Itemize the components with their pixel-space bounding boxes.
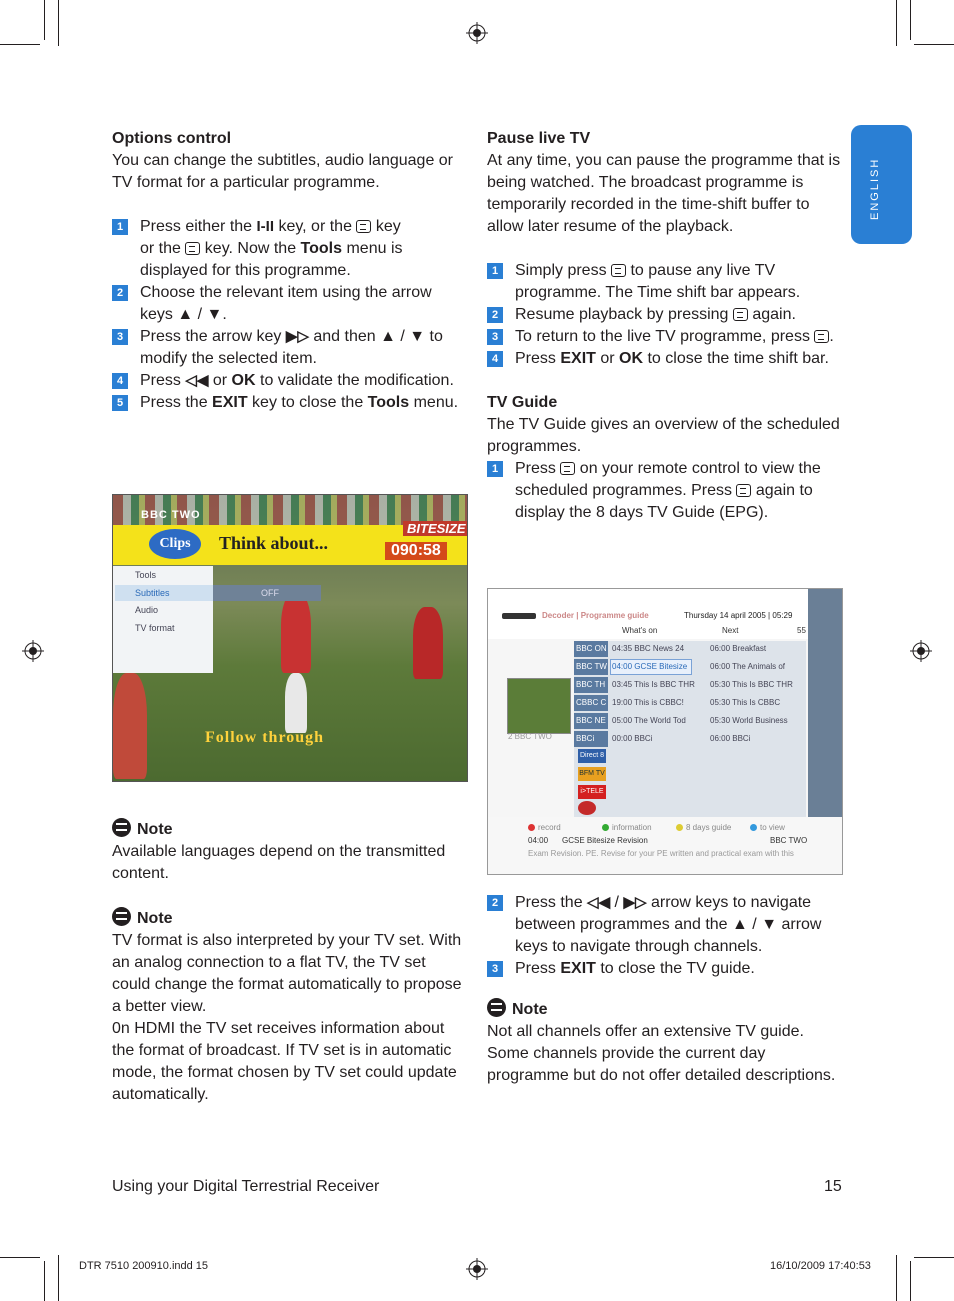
step-text: Press [515, 460, 561, 477]
guide-date-text: Thursday 14 april 2005 | [684, 611, 771, 620]
step-number: 2 [487, 895, 503, 911]
record-key [528, 823, 561, 832]
note-text: Not all channels offer an extensive TV guide. Some channels provide the current day programme but do not offer detailed descriptions. [487, 1023, 836, 1084]
registration-mark-icon [466, 22, 488, 44]
step-number: 3 [112, 329, 128, 345]
right-lower [487, 892, 843, 1087]
next-cell[interactable]: 06:00 The Animals of [710, 662, 786, 671]
language-tab [851, 125, 912, 244]
step-number: 2 [487, 307, 503, 323]
note-icon [487, 998, 506, 1017]
note-heading [487, 998, 843, 1021]
left-notes [112, 804, 468, 1106]
note-title: Note [512, 1001, 548, 1018]
channel-cell[interactable]: BBC NE [574, 713, 608, 729]
step-number: 1 [487, 461, 503, 477]
crop-mark [58, 1255, 59, 1301]
registration-mark-icon [466, 1258, 488, 1280]
step-text: Simply press [515, 262, 612, 279]
registration-mark-icon [910, 640, 932, 662]
player-figure [413, 607, 443, 679]
note-text: Available languages depend on the transmitted content. [112, 843, 446, 882]
step-text: Resume playback by pressing [515, 306, 733, 323]
step-number: 1 [487, 263, 503, 279]
step-bold: EXIT [560, 960, 596, 977]
now-cell[interactable]: 03:45 This Is BBC THR [612, 680, 695, 689]
yellow-dot-icon [676, 824, 683, 831]
player-figure [113, 673, 147, 779]
right-arrow-key-icon: ▶▷ [285, 328, 309, 345]
steps-list [112, 216, 468, 414]
menu-item[interactable]: TV format [135, 623, 175, 633]
steps-list [487, 260, 843, 370]
player-figure [285, 673, 307, 733]
footer-title: GCSE Bitesize Revision [562, 836, 648, 845]
language-tab-label: ENGLISH [869, 157, 881, 220]
crop-mark [914, 44, 954, 45]
section-intro: You can change the subtitles, audio language or TV format for a particular programme. [112, 152, 454, 191]
step-text: again. [747, 306, 796, 323]
channel-name: TWO [171, 509, 201, 521]
player-figure [281, 593, 311, 673]
step-number: 3 [487, 961, 503, 977]
step-number: 3 [487, 329, 503, 345]
menu-item[interactable]: Tools [135, 570, 157, 580]
step-number: 5 [112, 395, 128, 411]
step-text: . [829, 328, 834, 345]
step-bold: EXIT [560, 350, 596, 367]
step-text: key. Now the [200, 240, 301, 257]
step-item [487, 892, 843, 958]
footer-section-title: Using your Digital Terrestrial Receiver [112, 1178, 380, 1195]
step-text: key to close the [247, 394, 368, 411]
registration-mark-icon [22, 640, 44, 662]
crop-mark [910, 1261, 911, 1301]
channel-cell[interactable]: BBC TH [574, 677, 608, 693]
blue-dot-icon [750, 824, 757, 831]
whats-on-label: What's on [622, 626, 658, 635]
crop-mark [44, 0, 45, 40]
step-text: or [595, 350, 620, 367]
step-item [112, 392, 468, 414]
step-item [487, 458, 843, 524]
step-number: 4 [112, 373, 128, 389]
guide-key-icon [560, 462, 575, 475]
channel-cell[interactable]: BBC ON [574, 641, 608, 657]
now-cell[interactable]: 19:00 This is CBBC! [612, 698, 684, 707]
crop-mark [0, 44, 40, 45]
step-item [112, 282, 468, 326]
subtitle-key-icon [356, 220, 371, 233]
step-text: key, or the [274, 218, 357, 235]
next-cell[interactable]: 05:30 World Business [710, 716, 788, 725]
tools-menu-screenshot [112, 494, 468, 782]
next-cell[interactable]: 06:00 Breakfast [710, 644, 767, 653]
page-number: 15 [824, 1178, 842, 1195]
step-text: on your remote control to view the scheduled programmes. Press [515, 460, 821, 499]
crop-mark [910, 0, 911, 40]
step-text: menu is displayed for this programme. [140, 240, 403, 279]
guide-title: Decoder | Programme guide [542, 611, 649, 620]
step-text: To return to the live TV programme, press [515, 328, 815, 345]
note-icon [112, 907, 131, 926]
star-logo-icon [578, 801, 596, 815]
section-heading: Options control [112, 130, 232, 147]
step-text: or the [140, 240, 186, 257]
bitesize-logo: BITESIZE [403, 521, 468, 536]
step-text: and then ▲ / ▼ to modify the selected item. [140, 328, 443, 367]
step-text: to pause any live TV programme. The Time shift bar appears. [515, 262, 801, 301]
step-bold: OK [231, 372, 256, 389]
now-cell[interactable]: 04:35 BBC News 24 [612, 644, 685, 653]
menu-item[interactable]: Subtitles [135, 588, 170, 598]
preview-label: 2 BBC TWO [508, 732, 552, 741]
step-bold: Tools [367, 394, 410, 411]
note-text: 0n HDMI the TV set receives information about the format of broadcast. If TV set is in automatic mode, the format chosen by TV set could update automatically. [112, 1020, 457, 1103]
view-key [750, 823, 785, 832]
step-bold: OK [619, 350, 644, 367]
guide-date [684, 611, 792, 620]
guide-key-icon [736, 484, 751, 497]
channel-cell[interactable]: BBC TW [574, 659, 608, 675]
key-label: information [612, 823, 652, 832]
step-item [112, 326, 468, 370]
channel-logo: BFM TV [578, 767, 606, 781]
menu-item[interactable]: Audio [135, 605, 159, 615]
step-text: Press [140, 372, 186, 389]
channel-count: 55 [797, 626, 806, 635]
channel-logo: BBC TWO [141, 509, 201, 521]
guide-header [488, 589, 842, 639]
step-text: key [371, 218, 401, 235]
banner-text: Think about... [219, 533, 329, 553]
step-text: or [208, 372, 232, 389]
channel-cell[interactable]: BBCi [574, 731, 608, 747]
play-pause-key-icon [733, 308, 748, 321]
info-key [602, 823, 652, 832]
caption-text: Follow through [205, 729, 325, 746]
step-item [487, 958, 843, 980]
step-item [487, 326, 843, 348]
crop-mark [914, 1257, 954, 1258]
step-text: Press the [140, 394, 213, 411]
next-label: Next [722, 626, 739, 635]
step-number: 2 [112, 285, 128, 301]
footer-time: 04:00 [528, 836, 549, 845]
note-icon [112, 818, 131, 837]
right-column [487, 128, 843, 524]
next-cell[interactable]: 05:30 This Is BBC THR [710, 680, 793, 689]
print-slug-file: DTR 7510 200910.indd 15 [79, 1260, 209, 1272]
step-text: Choose the relevant item using the arrow keys ▲ / ▼. [140, 284, 432, 323]
step-text: Press [515, 960, 561, 977]
footer-channel: BBC TWO [770, 836, 808, 845]
key-label: 8 days guide [686, 823, 732, 832]
crop-mark [896, 1255, 897, 1301]
step-text: menu. [409, 394, 459, 411]
crop-mark [896, 0, 897, 46]
crop-mark [44, 1261, 45, 1301]
green-dot-icon [602, 824, 609, 831]
key-label: record [538, 823, 561, 832]
play-pause-key-icon [611, 264, 626, 277]
step-text: Press the arrow key [140, 328, 286, 345]
note-title: Note [137, 910, 173, 927]
next-cell[interactable]: 06:00 BBCi [710, 734, 751, 743]
print-slug-date: 16/10/2009 17:40:53 [770, 1260, 871, 1272]
note-heading [112, 818, 468, 841]
next-cell[interactable]: 05:30 This Is CBBC [710, 698, 781, 707]
clips-badge: Clips [149, 529, 201, 559]
step-text: Press either the [140, 218, 257, 235]
step-bold: EXIT [212, 394, 248, 411]
key-label: to view [760, 823, 785, 832]
step-text: / [610, 894, 624, 911]
decoder-icon [502, 613, 536, 619]
step-bold: Tools [300, 240, 343, 257]
tools-menu [113, 566, 213, 673]
step-item [487, 304, 843, 326]
crop-mark [0, 1257, 40, 1258]
channel-cell[interactable]: CBBC C [574, 695, 608, 711]
step-item [487, 260, 843, 304]
section-intro: The TV Guide gives an overview of the scheduled programmes. [487, 416, 840, 455]
channel-logo: i>TELE [578, 785, 606, 799]
step-text: to close the TV guide. [595, 960, 755, 977]
step-text: to close the time shift bar. [643, 350, 829, 367]
step-number: 4 [487, 351, 503, 367]
note-title: Note [137, 821, 173, 838]
step-text: to validate the modification. [255, 372, 454, 389]
left-arrow-key-icon: ◁◀ [587, 894, 611, 911]
step-item [112, 216, 468, 282]
section-intro: At any time, you can pause the programme that is being watched. The broadcast programme is temporarily recorded in the time-shift buffer to allow later resume of the playback. [487, 152, 841, 235]
format-key-icon [185, 242, 200, 255]
footer-description: Exam Revision. PE. Revise for your PE written and practical exam with this [528, 849, 794, 858]
menu-value[interactable]: OFF [213, 585, 321, 601]
tv-guide-screenshot [487, 588, 843, 875]
crop-mark [58, 0, 59, 46]
section-heading: TV Guide [487, 394, 558, 411]
red-dot-icon [528, 824, 535, 831]
channel-logo: Direct 8 [578, 749, 606, 763]
step-text: arrow keys to navigate between programmes and the ▲ / ▼ arrow keys to navigate through channels. [515, 894, 822, 955]
now-cell[interactable]: 00:00 BBCi [612, 734, 653, 743]
right-arrow-key-icon: ▶▷ [623, 894, 647, 911]
live-key-icon [814, 330, 829, 343]
step-item [487, 348, 843, 370]
note-text: TV format is also interpreted by your TV set. With an analog connection to a flat TV, the TV set could change the format automatically to propose a better view. [112, 932, 462, 1015]
programme-grid [574, 641, 806, 817]
step-item [112, 370, 468, 392]
now-cell[interactable]: 04:00 GCSE Bitesize [612, 662, 688, 671]
step-text: Press [515, 350, 561, 367]
guide-clock: 05:29 [772, 611, 793, 620]
note-heading [112, 907, 468, 930]
ii-key-icon: I-II [256, 218, 274, 235]
clip-timer: 090:58 [385, 542, 447, 560]
left-column [112, 128, 468, 414]
preview-thumbnail [507, 678, 571, 734]
now-cell[interactable]: 05:00 The World Tod [612, 716, 686, 725]
eight-days-key [676, 823, 731, 832]
step-text: again to display the 8 days TV Guide (EPG). [515, 482, 813, 521]
step-text: Press the [515, 894, 588, 911]
section-heading: Pause live TV [487, 130, 591, 147]
left-arrow-key-icon: ◁◀ [185, 372, 209, 389]
step-number: 1 [112, 219, 128, 235]
